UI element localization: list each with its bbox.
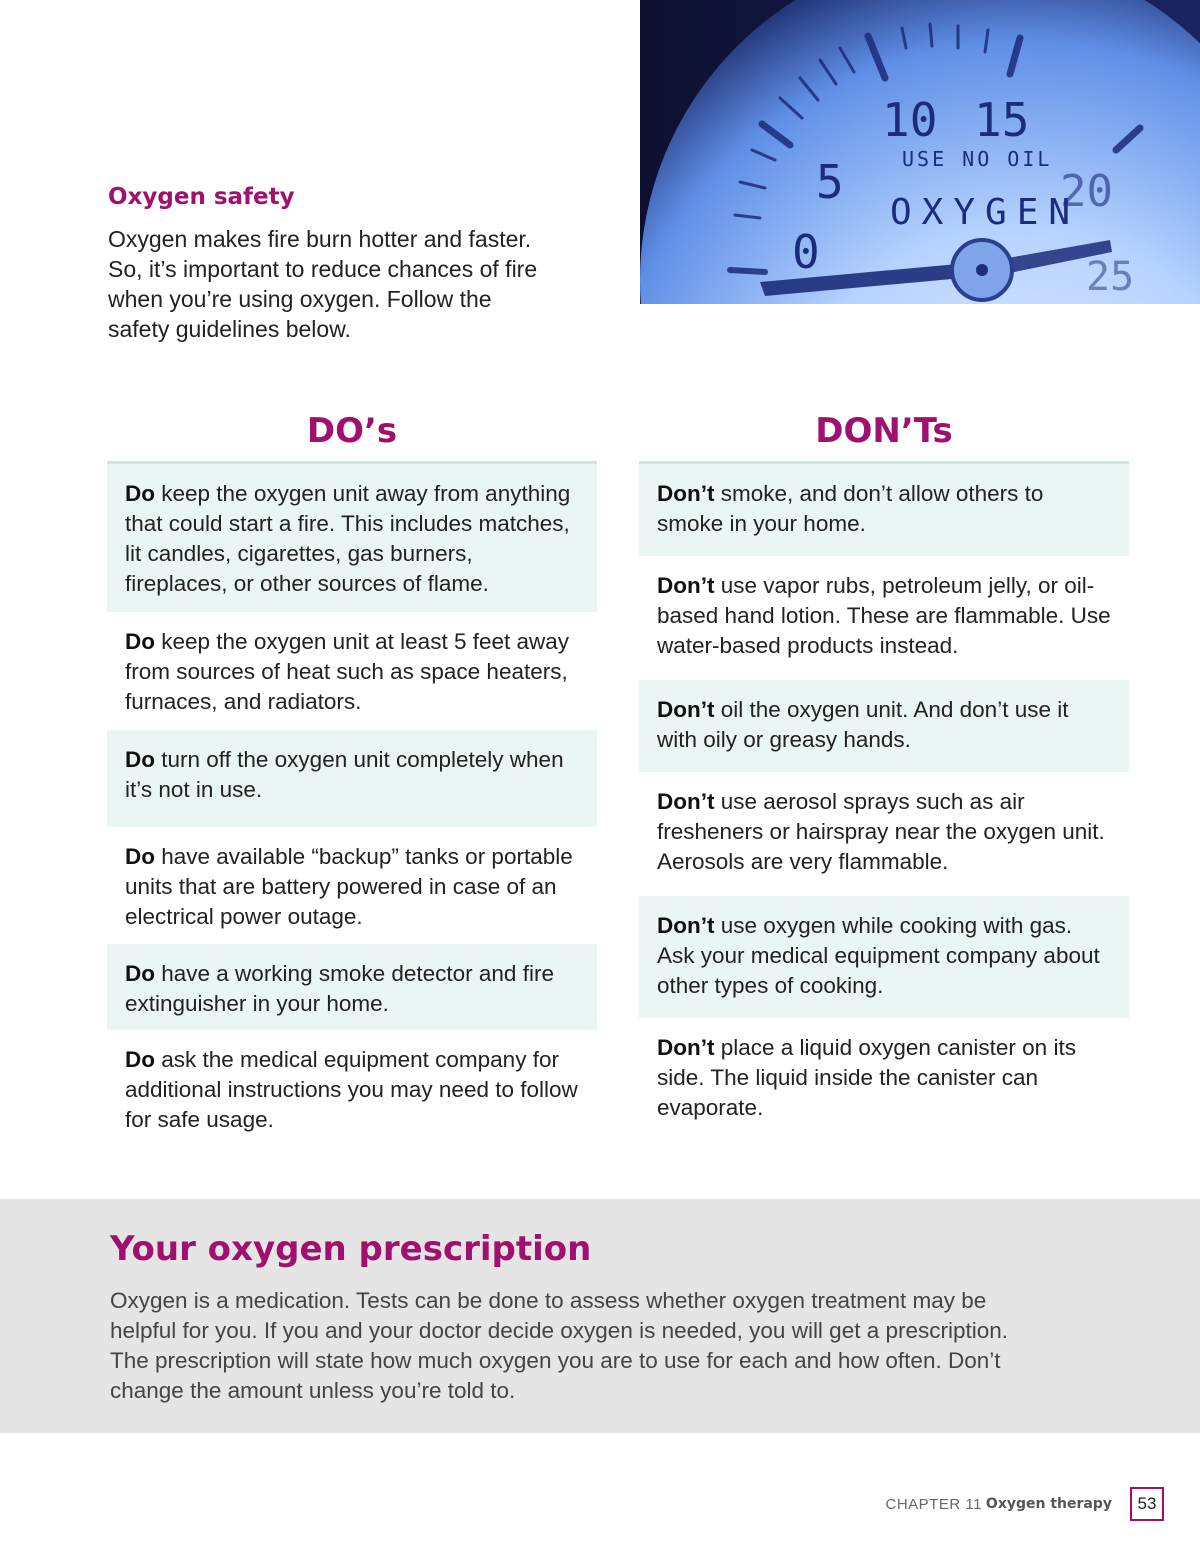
do-text: keep the oxygen unit away from anything that could start a fire. This includes matches, lit candles, cigarettes, gas burners, fireplaces, or other sources of flame. bbox=[125, 481, 571, 596]
dont-item bbox=[639, 896, 1129, 1018]
do-text: keep the oxygen unit at least 5 feet away from sources of heat such as space heaters, furnaces, and radiators. bbox=[125, 629, 570, 714]
gauge-number-25: 25 bbox=[1086, 254, 1135, 300]
dont-item bbox=[639, 680, 1129, 772]
gauge-illustration bbox=[640, 0, 1200, 304]
dont-lead: Don’t bbox=[657, 1035, 715, 1060]
chapter-title: Oxygen therapy bbox=[985, 1496, 1112, 1512]
dont-text: use aerosol sprays such as air fresheners or hairspray near the oxygen unit. Aerosols are very flammable. bbox=[657, 789, 1105, 874]
do-text: ask the medical equipment company for additional instructions you may need to follow for safe usage. bbox=[125, 1047, 578, 1132]
dont-text: place a liquid oxygen canister on its side. The liquid inside the canister can evaporate. bbox=[657, 1035, 1076, 1120]
do-item bbox=[107, 464, 597, 612]
gauge-number-0: 0 bbox=[792, 225, 820, 279]
dont-lead: Don’t bbox=[657, 481, 715, 506]
gauge-oxygen-text: OXYGEN bbox=[890, 192, 1081, 233]
dont-text: oil the oxygen unit. And don’t use it with oily or greasy hands. bbox=[657, 697, 1069, 752]
oxygen-safety-heading: Oxygen safety bbox=[108, 184, 295, 210]
dont-lead: Don’t bbox=[657, 913, 715, 938]
dont-lead: Don’t bbox=[657, 573, 715, 598]
do-item bbox=[107, 827, 597, 944]
do-item bbox=[107, 1030, 597, 1150]
dont-item bbox=[639, 772, 1129, 896]
prescription-title: Your oxygen prescription bbox=[110, 1229, 592, 1269]
do-lead: Do bbox=[125, 961, 155, 986]
oxygen-gauge-photo bbox=[640, 0, 1200, 304]
dont-item bbox=[639, 1018, 1129, 1138]
dont-item bbox=[639, 464, 1129, 556]
dont-item bbox=[639, 556, 1129, 680]
donts-title: DON’Ts bbox=[639, 404, 1129, 464]
dont-text: use oxygen while cooking with gas. Ask your medical equipment company about other types of cooking. bbox=[657, 913, 1100, 998]
do-lead: Do bbox=[125, 844, 155, 869]
do-item bbox=[107, 730, 597, 827]
do-lead: Do bbox=[125, 747, 155, 772]
do-lead: Do bbox=[125, 481, 155, 506]
do-text: have available “backup” tanks or portable units that are battery powered in case of an electrical power outage. bbox=[125, 844, 573, 929]
dos-title: DO’s bbox=[107, 404, 597, 464]
gauge-number-5: 5 bbox=[816, 155, 844, 209]
dont-text: smoke, and don’t allow others to smoke in your home. bbox=[657, 481, 1044, 536]
prescription-section bbox=[0, 1199, 1200, 1433]
gauge-use-no-oil-text: USE NO OIL bbox=[902, 147, 1053, 171]
page-footer bbox=[886, 1486, 1165, 1522]
gauge-number-20: 20 bbox=[1060, 166, 1113, 217]
page-number: 53 bbox=[1130, 1487, 1164, 1521]
do-item bbox=[107, 612, 597, 730]
dont-text: use vapor rubs, petroleum jelly, or oil-based hand lotion. These are flammable. Use water-based products instead. bbox=[657, 573, 1111, 658]
do-text: have a working smoke detector and fire extinguisher in your home. bbox=[125, 961, 554, 1016]
gauge-number-10: 10 bbox=[882, 93, 938, 147]
do-lead: Do bbox=[125, 1047, 155, 1072]
dont-lead: Don’t bbox=[657, 789, 715, 814]
chapter-label: CHAPTER 11 bbox=[885, 1495, 982, 1513]
do-lead: Do bbox=[125, 629, 155, 654]
donts-column bbox=[639, 404, 1129, 1138]
do-item bbox=[107, 944, 597, 1030]
dont-lead: Don’t bbox=[657, 697, 715, 722]
oxygen-safety-intro: Oxygen makes fire burn hotter and faster. So, it’s important to reduce chances of fire when you’re using oxygen. Follow the safety guidelines below. bbox=[108, 226, 538, 342]
dos-column bbox=[107, 404, 597, 1150]
prescription-body: Oxygen is a medication. Tests can be done to assess whether oxygen treatment may be helpful for you. If you and your doctor decide oxygen is needed, you will get a prescription. The prescription will state how much oxygen you are to use for each and how often. Don’t change the amount unless you’re told to. bbox=[110, 1288, 1009, 1403]
gauge-number-15: 15 bbox=[974, 93, 1030, 147]
do-text: turn off the oxygen unit completely when it’s not in use. bbox=[125, 747, 564, 802]
